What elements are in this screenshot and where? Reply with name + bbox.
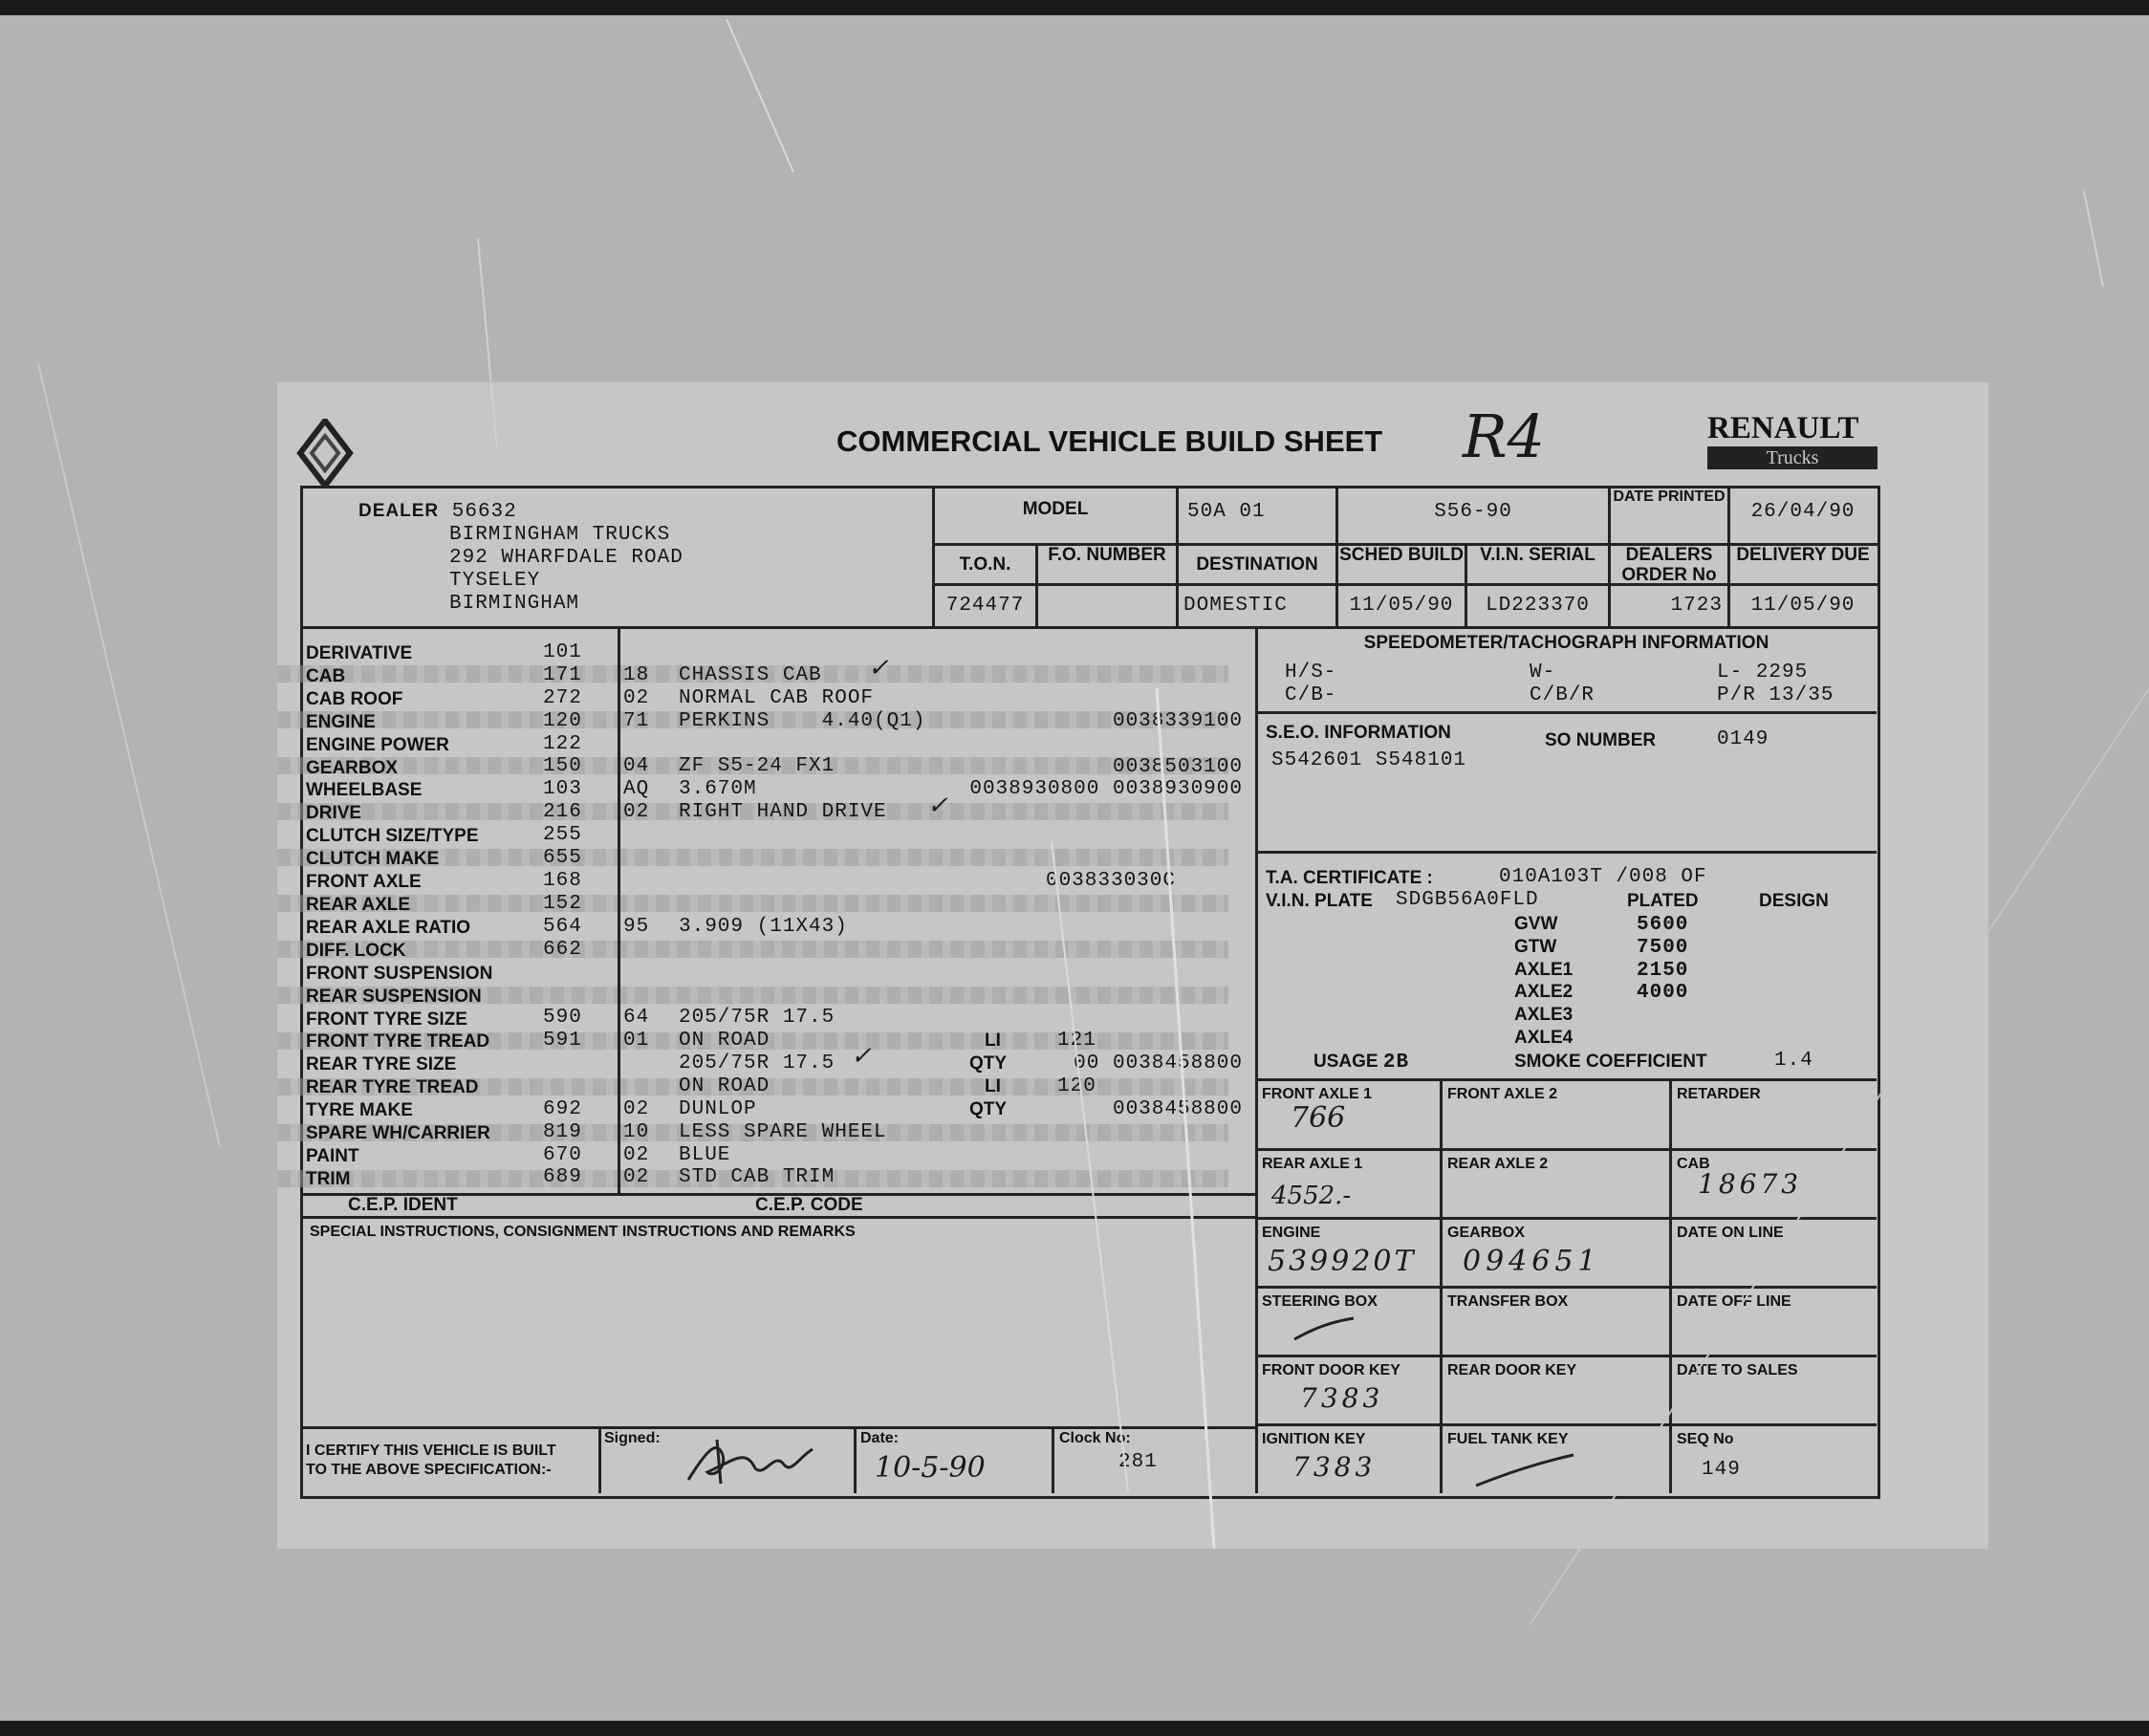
spec-label: TRIM	[306, 1168, 351, 1189]
spec-label: PAINT	[306, 1145, 359, 1166]
dealer-address-line: TYSELEY	[449, 570, 541, 592]
model-code: S56-90	[1434, 501, 1512, 523]
date-to-sales-label: DATE TO SALES	[1677, 1362, 1798, 1378]
spec-qty: 120	[1057, 1075, 1096, 1097]
front-axle1-label: FRONT AXLE 1	[1262, 1086, 1372, 1102]
ta-row-value: 7500	[1637, 936, 1689, 959]
spec-desc: LESS SPARE WHEEL	[679, 1120, 887, 1143]
so-number-label: SO NUMBER	[1545, 730, 1657, 750]
engine-value: 539920T	[1268, 1245, 1417, 1278]
seq-no-value: 149	[1702, 1459, 1741, 1481]
spec-code: 272	[543, 686, 582, 709]
spec-label: CAB ROOF	[306, 688, 403, 709]
destination-label: DESTINATION	[1196, 554, 1318, 575]
handwritten-r4: R4	[1463, 401, 1546, 471]
speedo-w-label: W-	[1530, 662, 1556, 684]
front-axle2-label: FRONT AXLE 2	[1447, 1086, 1557, 1102]
cep-code-label: C.E.P. CODE	[755, 1195, 863, 1215]
spec-label: REAR TYRE SIZE	[306, 1054, 457, 1075]
gearbox-label: GEARBOX	[1447, 1225, 1525, 1241]
spec-label: FRONT SUSPENSION	[306, 963, 493, 984]
spec-label: FRONT TYRE TREAD	[306, 1031, 490, 1052]
ton-label: T.O.N.	[959, 554, 1011, 575]
dealer-address-line: BIRMINGHAM TRUCKS	[449, 524, 671, 546]
vin-serial-value: LD223370	[1486, 595, 1590, 617]
ta-row-label: AXLE3	[1514, 1005, 1574, 1026]
dealer-number: 56632	[451, 501, 517, 523]
spec-label: CLUTCH MAKE	[306, 849, 440, 870]
speedo-title: SPEEDOMETER/TACHOGRAPH INFORMATION	[1363, 633, 1769, 653]
spec-part: 0038930800 0038930900	[969, 778, 1243, 801]
front-door-key-value: 7383	[1300, 1382, 1384, 1414]
spec-qty-label: LI	[985, 1031, 1001, 1051]
ta-row-label: GVW	[1514, 914, 1558, 934]
spec-desc: 205/75R 17.5	[679, 1052, 836, 1075]
date-on-line-label: DATE ON LINE	[1677, 1225, 1784, 1241]
spec-label: FRONT AXLE	[306, 872, 422, 893]
usage-label: USAGE	[1313, 1052, 1378, 1072]
usage-value: 2B	[1382, 1052, 1410, 1074]
date-label: Date:	[860, 1430, 900, 1446]
smoke-value: 1.4	[1774, 1050, 1813, 1072]
spec-code: 590	[543, 1007, 582, 1030]
spec-code: 216	[543, 801, 582, 824]
ta-cert-value: 010A103T /008 OF	[1499, 866, 1707, 888]
seo-label: S.E.O. INFORMATION	[1266, 723, 1451, 743]
spec-desc: ON ROAD	[679, 1030, 771, 1052]
spec-desc: ON ROAD	[679, 1074, 771, 1097]
spec-part: 0038339100	[1112, 709, 1243, 732]
spec-code: 150	[543, 755, 582, 778]
spec-part: 0038458800	[1112, 1098, 1243, 1120]
spec-desc: RIGHT HAND DRIVE	[679, 801, 887, 824]
spec-label: ENGINE	[306, 711, 376, 732]
delivery-due-label: DELIVERY DUE	[1736, 545, 1870, 565]
ta-row-value: 4000	[1637, 982, 1689, 1005]
dealers-order-label: DEALERS ORDER No	[1621, 545, 1717, 585]
spec-opt: 04	[623, 755, 650, 778]
spec-code: 101	[543, 641, 582, 663]
brand-sub: Trucks	[1707, 446, 1878, 469]
spec-code: 662	[543, 938, 582, 961]
speedo-pr-value: 13/35	[1769, 684, 1834, 706]
brand-name: RENAULT	[1707, 411, 1859, 445]
spec-desc: NORMAL CAB ROOF	[679, 686, 875, 709]
vin-serial-label: V.I.N. SERIAL	[1480, 545, 1595, 565]
spec-part: 003833030C	[1045, 870, 1176, 892]
cab-label: CAB	[1677, 1156, 1710, 1172]
spec-opt: 64	[623, 1007, 650, 1030]
spec-desc: CHASSIS CAB	[679, 663, 822, 686]
spec-code: 819	[543, 1120, 582, 1143]
retarder-label: RETARDER	[1677, 1086, 1761, 1102]
spec-label: DERIVATIVE	[306, 643, 413, 663]
destination-value: DOMESTIC	[1183, 595, 1288, 617]
spec-desc: DUNLOP	[679, 1097, 757, 1120]
date-printed-label: DATE PRINTED	[1613, 488, 1726, 505]
speedo-hs-label: H/S-	[1285, 662, 1337, 684]
cab-value: 18673	[1698, 1168, 1803, 1200]
spec-part: 0038503100	[1112, 755, 1243, 778]
spec-desc: 205/75R 17.5	[679, 1007, 836, 1030]
spec-label: REAR AXLE RATIO	[306, 917, 471, 938]
spec-opt: 71	[623, 709, 650, 732]
sched-build-value: 11/05/90	[1349, 595, 1454, 617]
spec-qty-label: QTY	[969, 1053, 1008, 1074]
spec-opt: 02	[623, 1166, 650, 1189]
spec-desc: ZF S5-24 FX1	[679, 755, 836, 778]
signed-label: Signed:	[604, 1430, 661, 1446]
rear-axle1-value: 4552.-	[1271, 1182, 1352, 1210]
spec-opt: 18	[623, 663, 650, 686]
model-value: 50A 01	[1187, 501, 1266, 523]
speedo-pr-label: P/R	[1717, 684, 1756, 706]
spec-code: 171	[543, 663, 582, 686]
spec-code: 152	[543, 892, 582, 915]
sched-build-label: SCHED BUILD	[1339, 545, 1464, 565]
front-axle1-value: 766	[1291, 1101, 1346, 1135]
spec-label: GEARBOX	[306, 757, 399, 778]
spec-opt: 01	[623, 1030, 650, 1052]
spec-code: 591	[543, 1030, 582, 1052]
dealer-address-line: 292 WHARFDALE ROAD	[449, 547, 684, 569]
fuel-tank-key-label: FUEL TANK KEY	[1447, 1431, 1569, 1447]
clock-label: Clock No:	[1059, 1430, 1131, 1446]
spec-label: TYRE MAKE	[306, 1100, 413, 1121]
front-door-key-label: FRONT DOOR KEY	[1262, 1362, 1400, 1378]
spec-opt: AQ	[623, 778, 650, 801]
delivery-due-value: 11/05/90	[1750, 595, 1856, 617]
spec-opt: 02	[623, 1097, 650, 1120]
steering-box-label: STEERING BOX	[1262, 1293, 1378, 1310]
spec-part: 00 0038458800	[1074, 1052, 1243, 1075]
ta-row-value: 5600	[1637, 914, 1689, 936]
spec-desc: 3.909 (11X43)	[679, 915, 848, 938]
ta-cert-label: T.A. CERTIFICATE :	[1266, 868, 1433, 888]
spec-label: WHEELBASE	[306, 780, 423, 801]
certify-date-value: 10-5-90	[875, 1451, 986, 1485]
spec-label: FRONT TYRE SIZE	[306, 1009, 467, 1030]
ta-row-label: AXLE1	[1514, 959, 1574, 980]
spec-code: 689	[543, 1166, 582, 1189]
spec-label: DRIVE	[306, 803, 362, 824]
ta-row-label: GTW	[1514, 936, 1557, 957]
check-mark-icon: ✓	[927, 792, 948, 820]
spec-code: 120	[543, 709, 582, 732]
check-mark-icon: ✓	[851, 1042, 872, 1071]
ignition-key-label: IGNITION KEY	[1262, 1431, 1366, 1447]
smoke-label: SMOKE COEFFICIENT	[1514, 1052, 1707, 1072]
seo-values: S542601 S548101	[1271, 749, 1467, 771]
speedo-l-label: L-	[1717, 662, 1744, 684]
speedo-cb-label: C/B-	[1285, 684, 1337, 706]
dealer-label: DEALER	[358, 501, 440, 521]
spec-code: 564	[543, 915, 582, 938]
spec-desc: PERKINS 4.40(Q1)	[679, 709, 926, 732]
spec-label: SPARE WH/CARRIER	[306, 1123, 490, 1144]
spec-qty: 121	[1057, 1030, 1096, 1052]
date-printed-value: 26/04/90	[1750, 501, 1856, 523]
design-label: DESIGN	[1759, 891, 1829, 911]
spec-label: REAR TYRE TREAD	[306, 1077, 479, 1098]
ta-row-label: AXLE2	[1514, 982, 1574, 1003]
date-off-line-label: DATE OFF LINE	[1677, 1293, 1791, 1310]
rear-axle1-label: REAR AXLE 1	[1262, 1156, 1363, 1172]
vin-plate-value: SDGB56A0FLD	[1396, 889, 1539, 911]
spec-code: 670	[543, 1143, 582, 1166]
spec-opt: 10	[623, 1120, 650, 1143]
dealer-address-line: BIRMINGHAM	[449, 593, 580, 615]
spec-label: REAR AXLE	[306, 894, 411, 915]
certify-text-2: TO THE ABOVE SPECIFICATION:-	[306, 1462, 552, 1478]
spec-label: DIFF. LOCK	[306, 940, 406, 961]
vin-plate-label: V.I.N. PLATE	[1266, 891, 1373, 911]
cep-ident-label: C.E.P. IDENT	[348, 1195, 458, 1215]
spec-code: 103	[543, 778, 582, 801]
spec-label: REAR SUSPENSION	[306, 986, 482, 1007]
spec-label: CAB	[306, 665, 346, 686]
dealers-order-value: 1723	[1670, 595, 1723, 617]
spec-qty-label: QTY	[969, 1099, 1008, 1119]
gearbox-value: 094651	[1463, 1245, 1601, 1278]
model-label: MODEL	[1022, 499, 1089, 519]
engine-label: ENGINE	[1262, 1225, 1321, 1241]
seq-no-label: SEQ No	[1677, 1431, 1734, 1447]
certify-text-1: I CERTIFY THIS VEHICLE IS BUILT	[306, 1443, 556, 1459]
rear-axle2-label: REAR AXLE 2	[1447, 1156, 1549, 1172]
speedo-cbr-label: C/B/R	[1530, 684, 1595, 706]
spec-code: 122	[543, 732, 582, 755]
speedo-l-value: 2295	[1755, 662, 1809, 684]
sheet-title: COMMERCIAL VEHICLE BUILD SHEET	[836, 424, 1383, 458]
spec-desc: STD CAB TRIM	[679, 1166, 836, 1189]
spec-code: 655	[543, 847, 582, 870]
spec-desc: BLUE	[679, 1143, 731, 1166]
check-mark-icon: ✓	[868, 654, 889, 683]
spec-opt: 02	[623, 801, 650, 824]
so-number-value: 0149	[1717, 728, 1769, 750]
spec-code: 168	[543, 869, 582, 892]
spec-label: CLUTCH SIZE/TYPE	[306, 826, 479, 847]
spec-opt: 02	[623, 1143, 650, 1166]
transfer-box-label: TRANSFER BOX	[1447, 1293, 1569, 1310]
spec-opt: 95	[623, 915, 650, 938]
ignition-key-value: 7383	[1292, 1451, 1377, 1483]
ton-value: 724477	[945, 595, 1025, 617]
spec-code: 255	[543, 824, 582, 847]
ta-row-label: AXLE4	[1514, 1027, 1574, 1048]
clock-value: 281	[1118, 1451, 1158, 1473]
spec-label: ENGINE POWER	[306, 734, 449, 755]
rear-door-key-label: REAR DOOR KEY	[1447, 1362, 1577, 1378]
ta-row-value: 2150	[1637, 959, 1689, 982]
spec-qty-label: LI	[985, 1076, 1001, 1096]
spec-opt: 02	[623, 686, 650, 709]
spec-code: 692	[543, 1097, 582, 1120]
fo-label: F.O. NUMBER	[1048, 545, 1166, 565]
spec-desc: 3.670M	[679, 778, 757, 801]
special-instructions-label: SPECIAL INSTRUCTIONS, CONSIGNMENT INSTRUCTIONS AND REMARKS	[310, 1224, 856, 1240]
plated-label: PLATED	[1627, 891, 1699, 911]
